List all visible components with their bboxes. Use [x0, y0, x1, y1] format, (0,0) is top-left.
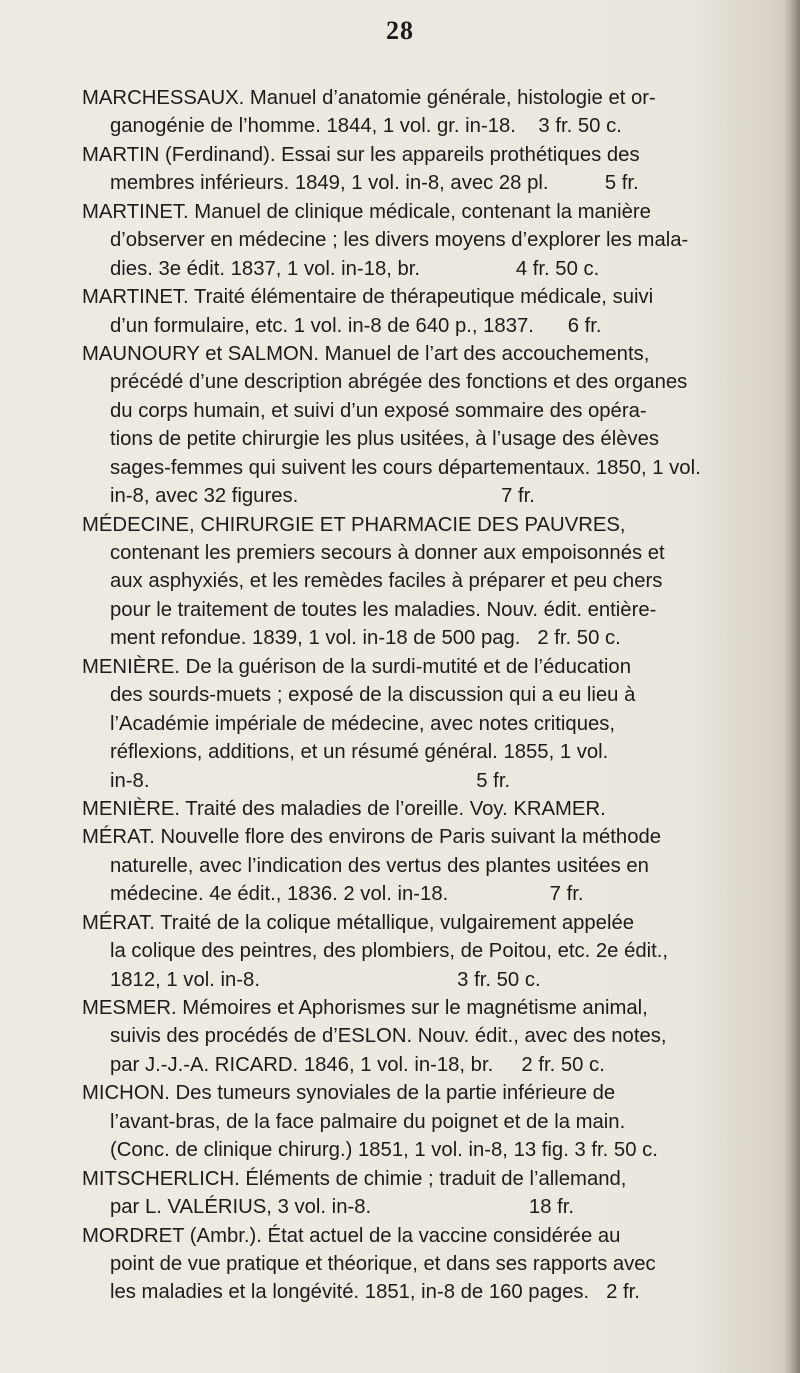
entry-continuation-line: l’Académie impériale de médecine, avec notes critiques, [110, 712, 616, 735]
catalog-entry [82, 198, 772, 283]
catalog-entry [82, 283, 772, 340]
entry-continuation-line: tions de petite chirurgie les plus usitées, à l’usage des élèves [110, 428, 660, 451]
entry-continuation-line: les maladies et la longévité. 1851, in-8 de 160 pages. 2 fr. [110, 1281, 640, 1304]
entry-continuation-line: (Conc. de clinique chirurg.) 1851, 1 vol. in-8, 13 fig. 3 fr. 50 c. [110, 1139, 658, 1162]
catalog-entries [82, 84, 772, 1307]
entry-continuation-line: d’un formulaire, etc. 1 vol. in-8 de 640 p., 1837. 6 fr. [110, 314, 602, 337]
entry-heading-line: MENIÈRE. Traité des maladies de l’oreille. Voy. KRAMER. [82, 797, 606, 820]
entry-continuation-line: contenant les premiers secours à donner aux empoisonnés et [110, 542, 665, 564]
entry-continuation-line: naturelle, avec l’indication des vertus des plantes usitées en [110, 854, 649, 877]
entry-heading-line: MÉDECINE, CHIRURGIE ET PHARMACIE DES PAUVRES, [82, 513, 626, 536]
entry-continuation-line: suivis des procédés de d’ESLON. Nouv. édit., avec des notes, [110, 1025, 667, 1048]
entry-heading-line: MESMER. Mémoires et Aphorismes sur le magnétisme animal, [82, 997, 648, 1019]
entry-continuation-line: par L. VALÉRIUS, 3 vol. in-8. 18 fr. [110, 1196, 575, 1219]
entry-continuation-line: pour le traitement de toutes les maladies. Nouv. édit. entière- [110, 598, 657, 621]
entry-continuation-line: la colique des peintres, des plombiers, de Poitou, etc. 2e édit., [110, 940, 669, 963]
entry-continuation-line: aux asphyxiés, et les remèdes faciles à préparer et peu chers [110, 570, 663, 593]
entry-heading-line: MÉRAT. Traité de la colique métallique, vulgairement appelée [82, 911, 635, 934]
catalog-entry [82, 1222, 772, 1307]
entry-heading-line: MARTINET. Traité élémentaire de thérapeutique médicale, suivi [82, 286, 654, 309]
catalog-entry [82, 823, 772, 908]
entry-continuation-line: d’observer en médecine ; les divers moyens d’explorer les mala- [110, 229, 689, 252]
entry-continuation-line: des sourds-muets ; exposé de la discussion qui a eu lieu à [110, 684, 636, 707]
catalog-entry [82, 141, 772, 198]
catalog-entry [82, 84, 772, 141]
entry-continuation-line: membres inférieurs. 1849, 1 vol. in-8, avec 28 pl. 5 fr. [110, 172, 639, 195]
entry-continuation-line: point de vue pratique et théorique, et dans ses rapports avec [110, 1252, 656, 1275]
entry-heading-line: MENIÈRE. De la guérison de la surdi-mutité et de l’éducation [82, 655, 631, 678]
entry-heading-line: MARCHESSAUX. Manuel d’anatomie générale, histologie et or- [82, 87, 656, 109]
entry-continuation-line: 1812, 1 vol. in-8. 3 fr. 50 c. [110, 968, 541, 991]
entry-continuation-line: ganogénie de l’homme. 1844, 1 vol. gr. in-18. 3 fr. 50 c. [110, 115, 622, 138]
entry-heading-line: MAUNOURY et SALMON. Manuel de l’art des accouchements, [82, 342, 650, 365]
catalog-entry [82, 1165, 772, 1222]
entry-continuation-line: médecine. 4e édit., 1836. 2 vol. in-18. 7 fr. [110, 883, 584, 906]
entry-continuation-line: par J.-J.-A. RICARD. 1846, 1 vol. in-18, br. 2 fr. 50 c. [110, 1053, 605, 1076]
page-number: 28 [386, 16, 414, 45]
entry-continuation-line: réflexions, additions, et un résumé général. 1855, 1 vol. [110, 741, 609, 764]
entry-continuation-line: sages-femmes qui suivent les cours départementaux. 1850, 1 vol. [110, 456, 701, 479]
catalog-entry [82, 994, 772, 1079]
entry-heading-line: MITSCHERLICH. Éléments de chimie ; traduit de l’allemand, [82, 1167, 627, 1190]
page-edge-shadow [784, 0, 800, 1373]
catalog-entry [82, 795, 772, 823]
entry-heading-line: MARTINET. Manuel de clinique médicale, contenant la manière [82, 200, 651, 223]
catalog-entry [82, 1079, 772, 1164]
entry-heading-line: MICHON. Des tumeurs synoviales de la partie inférieure de [82, 1082, 616, 1105]
catalog-entry [82, 653, 772, 795]
entry-continuation-line: l’avant-bras, de la face palmaire du poignet et de la main. [110, 1110, 626, 1133]
entry-continuation-line: ment refondue. 1839, 1 vol. in-18 de 500 pag. 2 fr. 50 c. [110, 627, 621, 650]
catalog-entry [82, 909, 772, 994]
entry-heading-line: MÉRAT. Nouvelle flore des environs de Paris suivant la méthode [82, 826, 662, 849]
entry-continuation-line: précédé d’une description abrégée des fonctions et des organes [110, 371, 688, 394]
entry-continuation-line: in-8. 5 fr. [110, 769, 511, 792]
catalog-entry [82, 340, 772, 511]
entry-continuation-line: du corps humain, et suivi d’un exposé sommaire des opéra- [110, 399, 647, 422]
catalog-entry [82, 511, 772, 653]
entry-continuation-line: in-8, avec 32 figures. 7 fr. [110, 485, 535, 508]
entry-continuation-line: dies. 3e édit. 1837, 1 vol. in-18, br. 4 fr. 50 c. [110, 257, 600, 280]
entry-heading-line: MARTIN (Ferdinand). Essai sur les appareils prothétiques des [82, 143, 640, 166]
entry-heading-line: MORDRET (Ambr.). État actuel de la vaccine considérée au [82, 1224, 621, 1247]
